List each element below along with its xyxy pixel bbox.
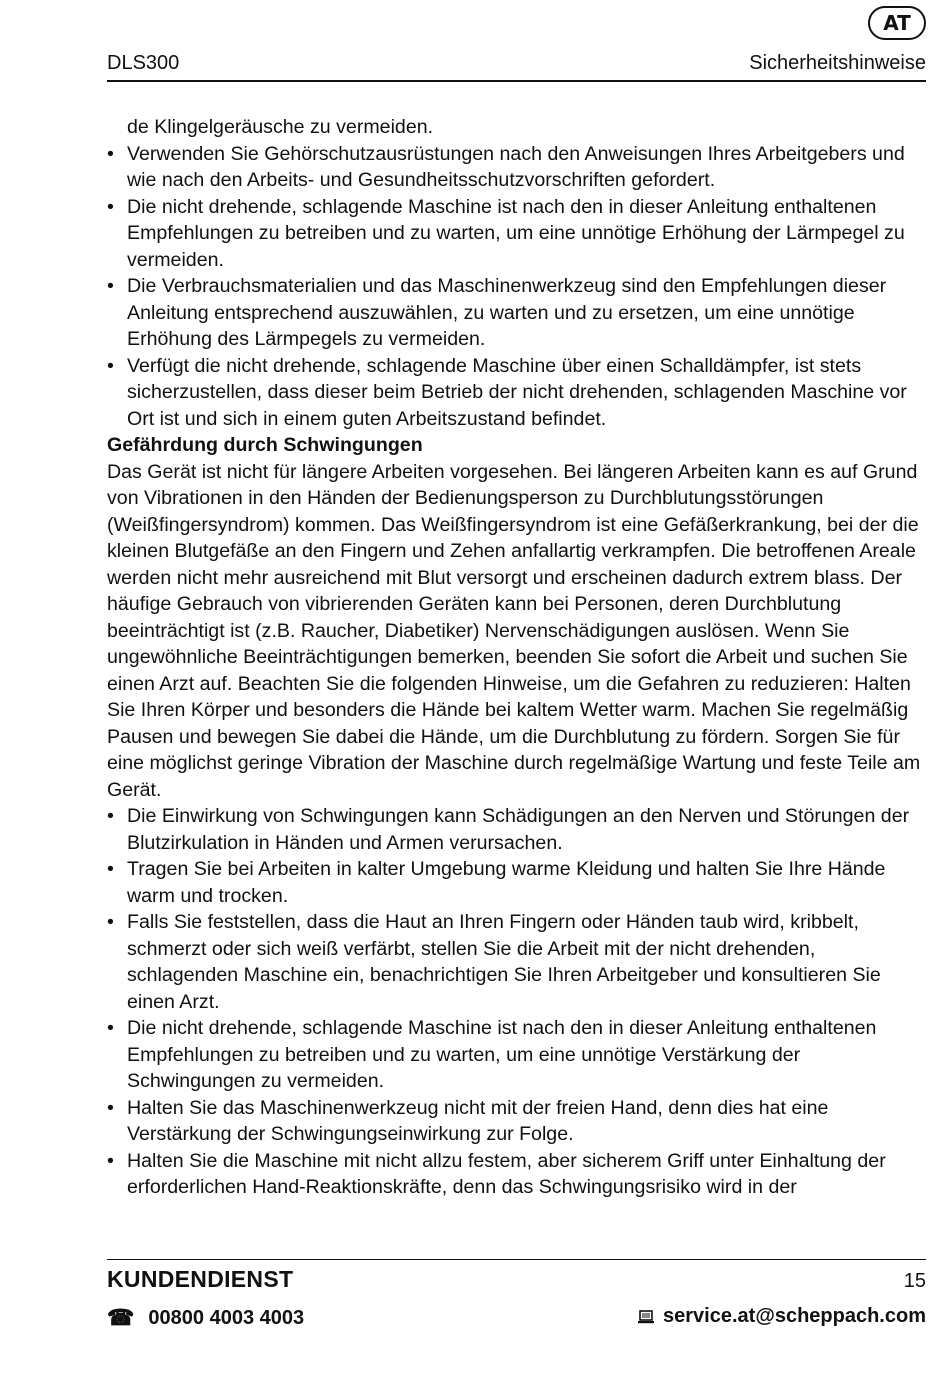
page-number: 15 — [903, 1270, 926, 1292]
vibration-paragraph: Das Gerät ist nicht für längere Arbeiten vorgesehen. Bei längeren Arbeiten kann es auf Grund von Vibrationen in den Händen der Bedienungsperson zu Durchblutungsstörungen (Weißfingersyndrom) kommen. Das Weißfingersyndrom ist eine Gefäßerkrankung, bei der die kleinen Blutgefäße an den Fingern und Zehen anfallartig verkrampfen. Die betroffenen Areale werden nicht mehr ausreichend mit Blut versorgt und erscheinen dadurch extrem blass. Der häufige Gebrauch von vibrierenden Geräten kann bei Personen, deren Durchblutung beeinträchtigt ist (z.B. Raucher, Diabetiker) Nervenschädigungen auslösen. Wenn Sie ungewöhnliche Beeinträchtigungen bemerken, beenden Sie sofort die Arbeit und suchen Sie einen Arzt auf. Beachten Sie die folgenden Hinweise, um die Gefahren zu reduzieren: Halten Sie Ihren Körper und besonders die Hände bei kaltem Wetter warm. Machen Sie regelmäßig Pausen und bewegen Sie dabei die Hände, um die Durchblutung zu fördern. Sorgen Sie für eine möglichst geringe Vibration der Maschine durch regelmäßige Wartung und feste Teile am Gerät. — [107, 460, 921, 801]
country-badge: AT — [868, 6, 926, 40]
phone-icon: ☎ — [107, 1305, 135, 1330]
list-item: • Halten Sie die Maschine mit nicht allzu festem, aber sicherem Griff unter Einhaltung der erforderlichen Hand-Reaktionskräfte, denn das Schwingungsrisiko wird in der — [107, 1149, 886, 1198]
laptop-icon — [637, 1309, 655, 1325]
bullet-icon: • — [107, 1096, 114, 1119]
bullet-icon: • — [107, 805, 114, 827]
page-content — [107, 114, 928, 1201]
list-item: • Die Einwirkung von Schwingungen kann Schädigungen an den Nerven und Störungen der Blutzirkulation in Händen und Armen verursachen. — [107, 805, 910, 854]
bullet-icon: • — [107, 354, 114, 377]
model-name: DLS300 — [107, 52, 180, 74]
bullet-icon: • — [107, 1149, 114, 1172]
list-item: • Verwenden Sie Gehörschutzausrüstungen nach den Anweisungen Ihres Arbeitgebers und wie nach den Arbeits- und Gesundheitsschutzvorschriften gefordert. — [107, 142, 905, 191]
list-item: • Die nicht drehende, schlagende Maschine ist nach den in dieser Anleitung enthaltenen Empfehlungen zu betreiben und zu warten, um eine unnötige Erhöhung der Lärmpegel zu vermeiden. — [107, 195, 905, 271]
list-item: • Verfügt die nicht drehende, schlagende Maschine über einen Schalldämpfer, ist stets sicherzustellen, dass dieser beim Betrieb der nicht drehenden, schlagenden Maschine vor Ort ist und sich in einem guten Arbeitszustand befindet. — [107, 354, 907, 430]
list-item: • Falls Sie feststellen, dass die Haut an Ihren Fingern oder Händen taub wird, kribbelt, schmerzt oder sich weiß verfärbt, stellen Sie die Arbeit mit der nicht drehenden, schlagenden Maschine ein, benachrichtigen Sie Ihren Arbeitgeber und konsultieren Sie einen Arzt. — [107, 911, 881, 1013]
section-title-header: Sicherheitshinweise — [749, 52, 926, 74]
email-contact — [637, 1305, 926, 1328]
continuation-text: de Klingelgeräusche zu vermeiden. — [127, 116, 434, 138]
bullet-icon: • — [107, 911, 114, 933]
bullet-icon: • — [107, 142, 114, 165]
email-address[interactable]: service.at@scheppach.com — [663, 1305, 926, 1327]
vibration-heading: Gefährdung durch Schwingungen — [107, 434, 423, 456]
list-item: • Die Verbrauchsmaterialien und das Maschinenwerkzeug sind den Empfehlungen dieser Anleitung entsprechend auszuwählen, zu warten und zu ersetzen, um eine unnötige Erhöhung des Lärmpegels zu vermeiden. — [107, 275, 887, 350]
list-item: • Die nicht drehende, schlagende Maschine ist nach den in dieser Anleitung enthaltenen Empfehlungen zu betreiben und zu warten, um eine unnötige Verstärkung der Schwingungen zu vermeiden. — [107, 1017, 877, 1092]
bullet-icon: • — [107, 1017, 114, 1039]
footer-divider — [107, 1259, 926, 1260]
list-item: • Halten Sie das Maschinenwerkzeug nicht mit der freien Hand, denn dies hat eine Verstärkung der Schwingungseinwirkung zur Folge. — [107, 1096, 829, 1145]
header-divider — [107, 80, 926, 82]
list-item: • Tragen Sie bei Arbeiten in kalter Umgebung warme Kleidung und halten Sie Ihre Hände warm und trocken. — [107, 858, 886, 907]
noise-bullet-list — [107, 141, 928, 433]
footer-title: KUNDENDIENST — [107, 1266, 294, 1292]
vibration-bullet-list — [107, 803, 928, 1201]
bullet-icon: • — [107, 195, 114, 218]
phone-number: 00800 4003 4003 — [148, 1306, 305, 1329]
bullet-icon: • — [107, 275, 114, 297]
phone-contact — [107, 1305, 304, 1331]
bullet-icon: • — [107, 858, 114, 880]
